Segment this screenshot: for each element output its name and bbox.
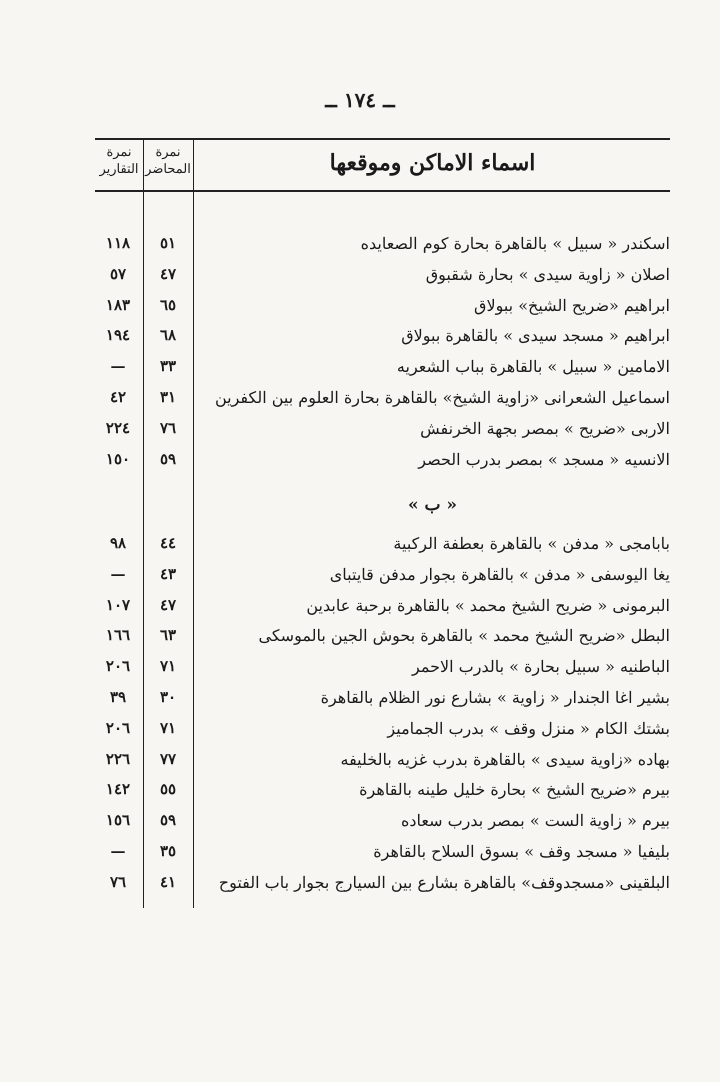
- minutes-number-cell: ٣٣: [159, 357, 177, 376]
- minutes-number-cell: ٦٥: [159, 295, 177, 314]
- place-cell: الباطنيه « سبيل بحارة » بالدرب الاحمر: [412, 657, 670, 677]
- table-row: [95, 780, 670, 810]
- place-cell: الاربى «ضريح » بمصر بجهة الخرنفش: [420, 418, 670, 438]
- minutes-number-cell: ٣٥: [159, 842, 177, 860]
- table-row: [95, 842, 670, 872]
- reports-number-cell: ٥٧: [109, 264, 127, 283]
- reports-number-cell: ١١٨: [105, 234, 131, 252]
- table-row: [95, 750, 670, 780]
- minutes-number-cell: ٥٩: [159, 449, 177, 468]
- table-row: [95, 688, 670, 718]
- reports-number-cell: —: [110, 564, 126, 583]
- table-row: [95, 234, 670, 264]
- header-reports-number: نمرة التقارير: [99, 145, 139, 177]
- place-cell: البرمونى « ضريح الشيخ محمد » بالقاهرة برحبة عابدين: [306, 595, 670, 615]
- reports-number-cell: ١٠٧: [105, 595, 131, 614]
- place-cell: بابامجى « مدفن » بالقاهرة بعطفة الركبية: [393, 534, 670, 553]
- minutes-number-cell: ٣٠: [159, 688, 177, 706]
- section-b-heading: « ب »: [407, 495, 458, 515]
- table-top-rule: [95, 138, 670, 140]
- table-row: [95, 296, 670, 326]
- reports-number-cell: —: [110, 842, 126, 860]
- reports-number-cell: ٢٠٦: [105, 718, 131, 737]
- table-row: [95, 265, 670, 295]
- page-number: ــ ١٧٤ ــ: [325, 88, 395, 112]
- minutes-number-cell: ٣١: [159, 388, 177, 406]
- minutes-number-cell: ٧٦: [159, 418, 177, 437]
- place-cell: بشتك الكام « منزل وقف » بدرب الجماميز: [387, 718, 670, 738]
- place-cell: اسماعيل الشعرانى «زاوية الشيخ» بالقاهرة بحارة العلوم بين الكفرين: [214, 388, 670, 407]
- place-cell: بيرم « زاوية الست » بمصر بدرب سعاده: [401, 811, 670, 831]
- places-table: [95, 138, 670, 908]
- header-rule: [95, 190, 670, 192]
- reports-number-cell: ١٥٦: [105, 811, 131, 830]
- reports-number-cell: ١٩٤: [105, 326, 131, 345]
- header-minutes-number: نمرة المحاضر: [145, 145, 191, 177]
- header-places-title: اسماء الاماكن وموقعها: [329, 150, 536, 176]
- minutes-number-cell: ٥١: [159, 234, 177, 252]
- table-row: [95, 657, 670, 687]
- reports-number-cell: ٤٢: [109, 388, 127, 406]
- place-cell: البطل «ضريح الشيخ محمد » بالقاهرة بحوش الجين بالموسكى: [258, 626, 670, 646]
- reports-number-cell: ٢٢٦: [105, 749, 131, 768]
- minutes-number-cell: ٤٧: [159, 595, 177, 614]
- minutes-number-cell: ٤١: [159, 872, 177, 891]
- reports-number-cell: ٢٢٤: [105, 418, 131, 437]
- place-cell: اصلان « زاوية سيدى » بحارة شقبوق: [425, 264, 670, 284]
- minutes-number-cell: ٧٧: [159, 749, 177, 768]
- reports-number-cell: ١٥٠: [105, 449, 131, 468]
- place-cell: الامامين « سبيل » بالقاهرة بباب الشعريه: [396, 357, 670, 377]
- place-cell: الانسيه « مسجد » بمصر بدرب الحصر: [418, 449, 670, 469]
- minutes-number-cell: ٥٩: [159, 811, 177, 830]
- table-row: [95, 626, 670, 656]
- place-cell: بليفيا « مسجد وقف » بسوق السلاح بالقاهرة: [373, 842, 670, 861]
- place-cell: بهاده «زاوية سيدى » بالقاهرة بدرب غزيه بالخليفه: [340, 749, 670, 769]
- place-cell: بيرم «ضريح الشيخ » بحارة خليل طينه بالقاهرة: [359, 780, 670, 800]
- minutes-number-cell: ٦٣: [159, 626, 177, 645]
- table-row: [95, 534, 670, 564]
- reports-number-cell: ١٤٢: [105, 780, 131, 799]
- minutes-number-cell: ٥٥: [159, 780, 177, 799]
- table-row: [95, 873, 670, 903]
- minutes-number-cell: ٤٣: [159, 564, 177, 583]
- reports-number-cell: ٩٨: [109, 534, 127, 552]
- table-row: [95, 388, 670, 418]
- place-cell: بشير اغا الجندار « زاوية » بشارع نور الظلام بالقاهرة: [320, 688, 670, 707]
- place-cell: ابراهيم «ضريح الشيخ» ببولاق: [474, 295, 670, 315]
- reports-number-cell: ١٦٦: [105, 626, 131, 645]
- minutes-number-cell: ٧١: [159, 657, 177, 676]
- table-row: [95, 450, 670, 480]
- reports-number-cell: —: [110, 357, 126, 376]
- table-row: [95, 357, 670, 387]
- place-cell: يغا اليوسفى « مدفن » بالقاهرة بجوار مدفن قايتباى: [329, 564, 670, 584]
- minutes-number-cell: ٤٤: [159, 534, 177, 552]
- reports-number-cell: ٧٦: [109, 872, 127, 891]
- minutes-number-cell: ٦٨: [159, 326, 177, 345]
- table-row: [95, 596, 670, 626]
- minutes-number-cell: ٤٧: [159, 264, 177, 283]
- place-cell: ابراهيم « مسجد سيدى » بالقاهرة ببولاق: [401, 326, 670, 346]
- reports-number-cell: ٢٠٦: [105, 657, 131, 676]
- table-row: [95, 326, 670, 356]
- place-cell: البلقينى «مسجدوقف» بالقاهرة بشارع بين السيارج بجوار باب الفتوح: [218, 872, 670, 892]
- place-cell: اسكندر « سبيل » بالقاهرة بحارة كوم الصعايده: [360, 234, 670, 253]
- table-row: [95, 419, 670, 449]
- table-row: [95, 811, 670, 841]
- reports-number-cell: ٣٩: [109, 688, 127, 706]
- table-row: [95, 565, 670, 595]
- minutes-number-cell: ٧١: [159, 718, 177, 737]
- table-row: [95, 719, 670, 749]
- reports-number-cell: ١٨٣: [105, 295, 131, 314]
